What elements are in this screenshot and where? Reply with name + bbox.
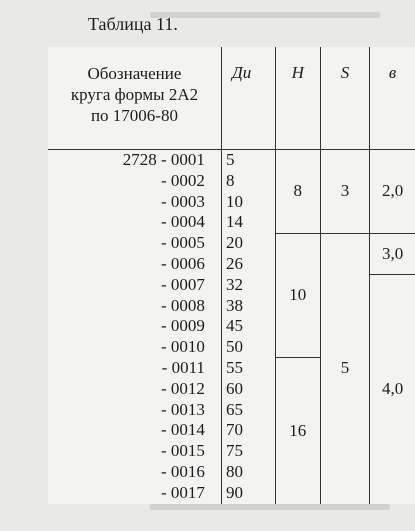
header-designation-line: по 17006-80 bbox=[90, 106, 178, 125]
cell-d: 80 bbox=[221, 462, 275, 483]
cell-code: - 0014 bbox=[48, 420, 221, 441]
cell-d: 65 bbox=[221, 400, 275, 421]
cell-code: - 0012 bbox=[48, 379, 221, 400]
cell-s: 3 bbox=[320, 150, 369, 234]
dimensions-table bbox=[48, 47, 415, 504]
table-row bbox=[48, 233, 415, 254]
cell-d: 5 bbox=[221, 150, 275, 171]
cell-d: 32 bbox=[221, 275, 275, 296]
header-designation bbox=[48, 47, 221, 150]
cell-h: 8 bbox=[275, 150, 320, 234]
cell-code: - 0010 bbox=[48, 337, 221, 358]
cell-d: 45 bbox=[221, 316, 275, 337]
cell-d: 90 bbox=[221, 483, 275, 504]
header-b: в bbox=[370, 47, 415, 150]
cell-code: 2728 - 0001 bbox=[48, 150, 221, 171]
cell-code: - 0007 bbox=[48, 275, 221, 296]
cell-d: 70 bbox=[221, 420, 275, 441]
cell-d: 8 bbox=[221, 171, 275, 192]
cell-d: 50 bbox=[221, 337, 275, 358]
cell-code: - 0004 bbox=[48, 212, 221, 233]
cell-d: 14 bbox=[221, 212, 275, 233]
cell-d: 75 bbox=[221, 441, 275, 462]
cell-d: 26 bbox=[221, 254, 275, 275]
header-d: Ди bbox=[221, 47, 275, 150]
cell-h: 16 bbox=[275, 358, 320, 504]
cell-h: 10 bbox=[275, 233, 320, 358]
cell-code: - 0003 bbox=[48, 192, 221, 213]
cell-d: 20 bbox=[221, 233, 275, 254]
cell-d: 55 bbox=[221, 358, 275, 379]
cell-d: 38 bbox=[221, 296, 275, 317]
cell-code: - 0002 bbox=[48, 171, 221, 192]
cell-code: - 0013 bbox=[48, 400, 221, 421]
cell-code: - 0016 bbox=[48, 462, 221, 483]
cell-code: - 0008 bbox=[48, 296, 221, 317]
cell-code: - 0009 bbox=[48, 316, 221, 337]
cell-d: 60 bbox=[221, 379, 275, 400]
table-row bbox=[48, 150, 415, 171]
header-s: S bbox=[320, 47, 369, 150]
header-designation-line: круга формы 2А2 bbox=[70, 85, 199, 104]
cell-d: 10 bbox=[221, 192, 275, 213]
table-header-row bbox=[48, 47, 415, 150]
header-h: H bbox=[275, 47, 320, 150]
cell-code: - 0011 bbox=[48, 358, 221, 379]
header-designation-line: Обозначение bbox=[87, 64, 182, 83]
cell-b: 3,0 bbox=[370, 233, 415, 275]
cell-code: - 0005 bbox=[48, 233, 221, 254]
cell-b: 2,0 bbox=[382, 180, 404, 200]
cell-code: - 0017 bbox=[48, 483, 221, 504]
table-caption: Таблица 11. bbox=[88, 14, 178, 34]
cell-s: 5 bbox=[320, 233, 369, 503]
cell-code: - 0015 bbox=[48, 441, 221, 462]
cell-code: - 0006 bbox=[48, 254, 221, 275]
cell-b: 4,0 bbox=[370, 275, 415, 504]
